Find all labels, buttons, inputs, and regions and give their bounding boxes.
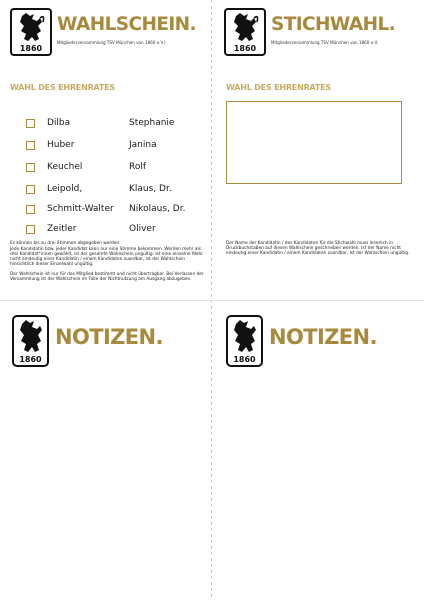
candidate-row[interactable] <box>26 205 206 217</box>
candidate-first-name: Rolf <box>129 162 147 172</box>
logo-year: 1860 <box>19 355 42 364</box>
candidate-row[interactable] <box>26 225 206 237</box>
ballot-title: WAHLSCHEIN. <box>57 14 196 35</box>
runoff-title: STICHWAHL. <box>271 14 396 35</box>
candidate-row[interactable] <box>26 163 206 175</box>
candidate-last-name: Zeitler <box>47 224 77 234</box>
vote-checkbox[interactable] <box>26 141 35 150</box>
ballot-note-validity: Jede Kandidatin bzw. jeder Kandidat kann nur eine Stimme bekommen. Werden mehr als drei Kandidat*innen gewählt, ist der gesamte Wahlschein ungültig. Ist eine einzelne Wahl nicht eindeutig einer Kandidatin / einem Kandidaten zuordbar, ist der Wahlschein hinsichtlich dieser Einzelwahl ungültig. <box>10 247 203 268</box>
lion-crest-icon <box>10 8 52 56</box>
vote-checkbox[interactable] <box>26 225 35 234</box>
logo-year: 1860 <box>19 44 43 53</box>
notes-title: NOTIZEN. <box>269 325 377 349</box>
vote-checkbox[interactable] <box>26 205 35 214</box>
notes-title: NOTIZEN. <box>55 325 163 349</box>
ballot-subtitle: Mitgliederversammlung TSV München von 1860 e.V.) <box>57 40 166 45</box>
lion-crest-icon <box>226 315 263 367</box>
lion-crest-icon <box>224 8 266 56</box>
logo-year: 1860 <box>233 355 256 364</box>
candidate-last-name: Dilba <box>47 118 71 128</box>
candidate-last-name: Schmitt-Walter <box>47 204 114 214</box>
write-in-name-field[interactable] <box>226 101 402 184</box>
candidate-last-name: Leipold, <box>47 184 83 194</box>
candidate-row[interactable] <box>26 141 206 153</box>
notes-card-left <box>0 300 212 600</box>
ballot-card <box>0 0 212 300</box>
vote-checkbox[interactable] <box>26 163 35 172</box>
runoff-note: Der Name der Kandidatin / des Kandidaten für die Stichwahl muss leserlich in Druckbuchstaben auf diesen Wahlschein geschrieben werden. Ist der Name nicht eindeutig einer Kandidatin / einem Kandidaten zuordbar, ist der Wahlschein ungültig. <box>226 241 410 257</box>
candidate-first-name: Nikolaus, Dr. <box>129 204 186 214</box>
ballot-section-heading: WAHL DES EHRENRATES <box>10 83 115 92</box>
notes-card-right <box>212 300 424 600</box>
runoff-subtitle: Mitgliederversammlung TSV München von 1860 e.V. <box>271 40 379 45</box>
vote-checkbox[interactable] <box>26 119 35 128</box>
candidate-last-name: Huber <box>47 140 75 150</box>
ballot-note-transfer: Der Wahlschein ist nur für das Mitglied bestimmt und nicht übertragbar. Bei Verlassen der Versammlung ist der Wahlschein im Falle der Nichtnutzung am Ausgang abzugeben. <box>10 272 204 283</box>
ballot-note-votes: Es können bis zu drei Stimmen abgegeben werden. <box>10 241 121 246</box>
candidate-row[interactable] <box>26 119 206 131</box>
runoff-section-heading: WAHL DES EHRENRATES <box>226 83 331 92</box>
candidate-first-name: Klaus, Dr. <box>129 184 172 194</box>
logo-year: 1860 <box>233 44 257 53</box>
lion-crest-icon <box>12 315 49 367</box>
runoff-card <box>212 0 424 300</box>
candidate-row[interactable] <box>26 185 206 197</box>
candidate-first-name: Oliver <box>129 224 156 234</box>
candidate-first-name: Janina <box>129 140 157 150</box>
candidate-first-name: Stephanie <box>129 118 175 128</box>
candidate-last-name: Keuchel <box>47 162 83 172</box>
vote-checkbox[interactable] <box>26 185 35 194</box>
